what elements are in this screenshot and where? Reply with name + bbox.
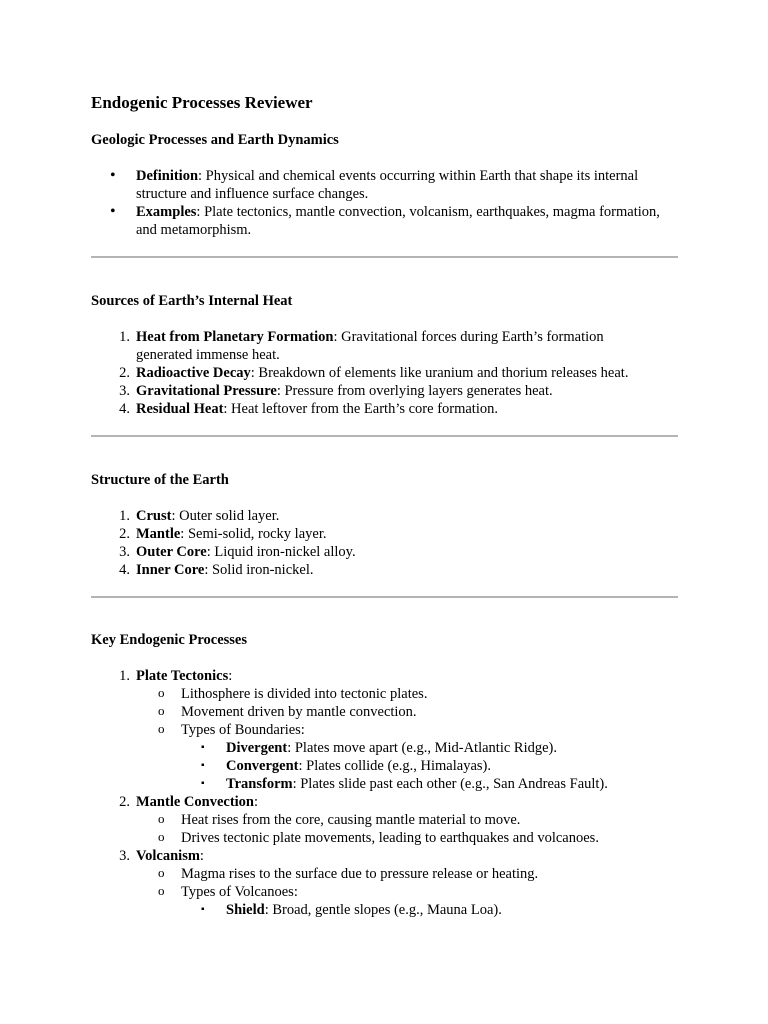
sub-sub-list-item xyxy=(201,757,736,775)
item-text: : Broad, gentle slopes (e.g., Mauna Loa). xyxy=(264,902,502,918)
list-item xyxy=(119,543,676,561)
circle-bullet: o xyxy=(158,721,165,736)
sub-item-text: Heat rises from the core, causing mantle material to move. xyxy=(181,812,521,828)
document-title: Endogenic Processes Reviewer xyxy=(91,93,313,112)
sub-item-text: Magma rises to the surface due to pressure release or heating. xyxy=(181,866,539,882)
sub-list-item xyxy=(158,865,736,883)
item-text: : Breakdown of elements like uranium and thorium releases heat. xyxy=(250,365,629,381)
list-item xyxy=(119,400,656,418)
item-number: 2. xyxy=(119,365,130,381)
item-number: 3. xyxy=(119,383,130,399)
item-text: : Plates collide (e.g., Himalayas). xyxy=(298,758,491,774)
square-bullet: ▪ xyxy=(201,778,205,789)
item-text: : Plates slide past each other (e.g., San Andreas Fault). xyxy=(292,776,608,792)
item-term: Convergent xyxy=(226,758,299,774)
sub-list-item xyxy=(158,703,736,721)
item-text: : Solid iron-nickel. xyxy=(204,562,314,578)
item-term: Heat from Planetary Formation xyxy=(136,329,334,345)
sub-sub-list-item xyxy=(201,901,736,919)
item-text: : xyxy=(254,794,259,810)
sub-item-text: Types of Volcanoes: xyxy=(181,884,298,900)
square-bullet: ▪ xyxy=(201,742,205,753)
section-heading-earth-structure: Structure of the Earth xyxy=(91,472,229,488)
list-item xyxy=(119,561,676,579)
item-text: : Plate tectonics, mantle convection, volcanism, earthquakes, magma formation, and metamorphism. xyxy=(136,204,660,238)
numbered-list-earth-structure xyxy=(119,507,676,579)
item-number: 2. xyxy=(119,526,130,542)
list-item xyxy=(119,793,736,811)
horizontal-rule xyxy=(91,596,678,598)
square-bullet: ▪ xyxy=(201,760,205,771)
list-item xyxy=(110,167,666,203)
item-text: : Outer solid layer. xyxy=(171,508,280,524)
item-text: : Liquid iron-nickel alloy. xyxy=(206,544,356,560)
sub-sub-list-item xyxy=(201,775,736,793)
item-term: Radioactive Decay xyxy=(136,365,251,381)
list-item xyxy=(119,507,676,525)
list-item xyxy=(119,847,736,865)
list-item xyxy=(110,203,666,239)
section-heading-internal-heat: Sources of Earth’s Internal Heat xyxy=(91,293,293,309)
item-term: Inner Core xyxy=(136,562,205,578)
item-term: Outer Core xyxy=(136,544,207,560)
item-number: 3. xyxy=(119,544,130,560)
item-term: Plate Tectonics xyxy=(136,668,229,684)
item-term: Shield xyxy=(226,902,265,918)
item-term: Residual Heat xyxy=(136,401,224,417)
item-text: : Physical and chemical events occurring within Earth that shape its internal structure and influence surface changes. xyxy=(136,168,639,202)
sub-item-text: Types of Boundaries: xyxy=(181,722,305,738)
numbered-list-internal-heat xyxy=(119,328,656,418)
item-text: : Plates move apart (e.g., Mid-Atlantic Ridge). xyxy=(287,740,557,756)
item-term: Gravitational Pressure xyxy=(136,383,277,399)
sub-list-item xyxy=(158,685,736,703)
item-term: Mantle Convection xyxy=(136,794,254,810)
numbered-list-key-processes xyxy=(119,667,736,919)
item-text: : Pressure from overlying layers generates heat. xyxy=(276,383,553,399)
list-item xyxy=(119,382,656,400)
section-heading-geologic-processes: Geologic Processes and Earth Dynamics xyxy=(91,132,339,148)
item-number: 4. xyxy=(119,562,130,578)
item-term: Definition xyxy=(136,168,199,184)
list-item xyxy=(119,328,656,364)
list-item xyxy=(119,667,736,685)
item-text: : Gravitational forces during Earth’s formation generated immense heat. xyxy=(136,329,604,363)
circle-bullet: o xyxy=(158,703,165,718)
item-text: : xyxy=(228,668,233,684)
item-number: 1. xyxy=(119,508,130,524)
item-term: Mantle xyxy=(136,526,181,542)
item-number: 3. xyxy=(119,848,130,864)
item-term: Divergent xyxy=(226,740,288,756)
square-bullet: ▪ xyxy=(201,904,205,915)
list-item xyxy=(119,525,676,543)
circle-bullet: o xyxy=(158,829,165,844)
sub-list-item xyxy=(158,829,736,847)
item-text: : xyxy=(199,848,204,864)
circle-bullet: o xyxy=(158,685,165,700)
sub-list-item xyxy=(158,883,736,901)
item-number: 2. xyxy=(119,794,130,810)
item-text: : Semi-solid, rocky layer. xyxy=(180,526,327,542)
sub-sub-list-item xyxy=(201,739,736,757)
item-term: Crust xyxy=(136,508,172,524)
item-number: 1. xyxy=(119,329,130,345)
item-term: Volcanism xyxy=(136,848,200,864)
item-number: 4. xyxy=(119,401,130,417)
sub-list-item xyxy=(158,811,736,829)
item-number: 1. xyxy=(119,668,130,684)
bullet-list-geologic-processes xyxy=(110,167,666,239)
item-text: : Heat leftover from the Earth’s core formation. xyxy=(223,401,498,417)
horizontal-rule xyxy=(91,256,678,258)
circle-bullet: o xyxy=(158,811,165,826)
horizontal-rule xyxy=(91,435,678,437)
circle-bullet: o xyxy=(158,883,165,898)
sub-item-text: Drives tectonic plate movements, leading to earthquakes and volcanoes. xyxy=(181,830,599,846)
item-term: Transform xyxy=(226,776,293,792)
sub-item-text: Movement driven by mantle convection. xyxy=(181,704,417,720)
sub-list-item xyxy=(158,721,736,739)
list-item xyxy=(119,364,656,382)
bullet-marker: • xyxy=(110,167,116,184)
sub-item-text: Lithosphere is divided into tectonic plates. xyxy=(181,686,428,702)
section-heading-key-processes: Key Endogenic Processes xyxy=(91,632,247,648)
circle-bullet: o xyxy=(158,865,165,880)
item-term: Examples xyxy=(136,204,197,220)
bullet-marker: • xyxy=(110,203,116,220)
